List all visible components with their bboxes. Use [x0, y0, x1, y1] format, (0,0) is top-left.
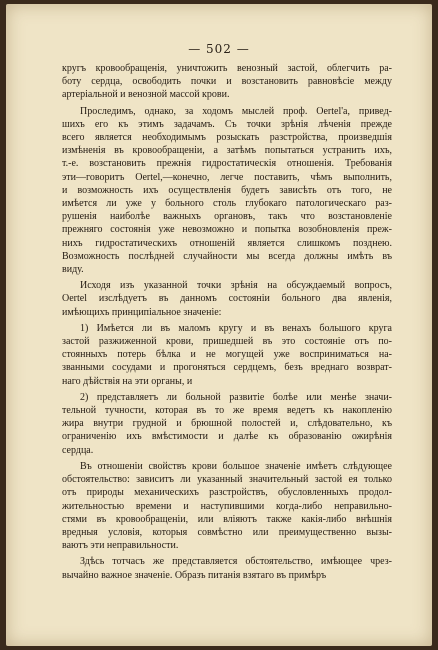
text-line: имѣется ли уже у больного столь глубокаго патологическаго раз-: [62, 198, 392, 210]
text-line: отъ природы механическихъ разстройствъ, обусловленныхъ продол-: [62, 487, 392, 499]
text-line: стоянныхъ потерь бѣлка и не могущей уже восприниматься на-: [62, 349, 392, 361]
text-line: Въ отношеніи свойствъ крови большое значеніе имѣетъ слѣдующее: [80, 460, 392, 472]
text-line: Возможность послѣдней случайности мы всегда должны имѣть въ: [62, 250, 392, 262]
text-line: вредныя условія, которыя совмѣстно или преимущественно вызы-: [62, 526, 392, 538]
text-line: прежняго состоянія уже невозможно и попытка возобновленія преж-: [62, 224, 392, 236]
body-text: [62, 62, 392, 585]
text-line: боту сердца, освободить почки и возстановить равновѣсіе между: [62, 76, 392, 88]
page-number: — 502 —: [188, 42, 250, 56]
text-line: обстоятельство: зависитъ ли указанный значительный застой ея только: [62, 474, 392, 486]
text-line: имѣющихъ принципіальное значеніе:: [62, 306, 222, 318]
text-line: рушенія наиболѣе важныхъ органовъ, такъ что возстановленіе: [62, 211, 392, 223]
text-line: ваютъ эти неправильности.: [62, 540, 179, 552]
text-line: званными сосудами и прогоняться сердцемъ, безъ вреднаго возврат-: [62, 362, 392, 374]
text-line: артеріальной и венозной массой крови.: [62, 89, 230, 101]
text-line: эти—говоритъ Oertel,—конечно, легче поставить, чѣмъ выполнить,: [62, 171, 392, 183]
text-line: вычайно важное значеніе. Образъ питанія взятаго въ примѣръ: [62, 569, 327, 581]
text-line: кругъ кровообращенія, уничтожить венозный застой, облегчить ра-: [62, 63, 392, 74]
text-line: Здѣсь тотчасъ же представляется обстоятельство, имѣющее чрез-: [80, 556, 392, 568]
text-line: сердца.: [62, 444, 94, 456]
paragraph: [62, 391, 392, 457]
text-line: 1) Имѣется ли въ маломъ кругу и въ венахъ большого круга: [80, 322, 392, 334]
book-page: [6, 4, 432, 646]
paragraph: [62, 62, 392, 102]
text-line: виду.: [62, 264, 84, 276]
text-line: т.-е. возстановить прежнія гидростатическія отношенія. Требованія: [62, 158, 392, 170]
text-line: всего является необходимымъ розыскать разстройства, произведшія: [62, 132, 392, 144]
text-line: измѣненія въ кровообращеніи, а затѣмъ попытаться устранить ихъ,: [62, 145, 392, 157]
text-line: тельной тучности, которая въ то же время ведетъ къ накопленію: [62, 405, 392, 417]
text-line: ограниченію ихъ вмѣстимости и далѣе къ образованію ожирѣнія: [62, 431, 392, 443]
text-line: Oertel изслѣдуетъ въ данномъ состояніи больного два явленія,: [62, 293, 392, 305]
paragraph: [62, 555, 392, 581]
text-line: 2) представляетъ ли больной развитіе болѣе или менѣе значи-: [80, 391, 392, 403]
text-line: и возможность ихъ осуществленія будетъ зависѣть отъ того, не: [62, 184, 392, 196]
text-line: нихъ гидростатическихъ отношеній является слишкомъ позднею.: [62, 237, 392, 249]
text-line: Исходя изъ указанной точки зрѣнія на обсуждаемый вопросъ,: [80, 280, 392, 292]
text-line: Проследимъ, однако, за ходомъ мыслей проф. Oertel'а, привед-: [80, 105, 392, 117]
text-line: шихъ его къ этимъ задачамъ. Съ точки зрѣнія лѣченія прежде: [62, 118, 392, 130]
paragraph: [62, 105, 392, 277]
paragraph: [62, 460, 392, 552]
text-line: застой разжиженной крови, пришедшей въ это состояніе отъ по-: [62, 336, 392, 348]
text-line: наго дѣйствія на эти органы, и: [62, 375, 193, 387]
paragraph: [62, 279, 392, 319]
paragraph: [62, 322, 392, 388]
text-line: жира внутри грудной и брюшной полостей и, слѣдовательно, къ: [62, 418, 392, 430]
text-line: жительностью времени и наступившими когда-либо неправильно-: [62, 500, 392, 512]
text-line: стями въ кровообращеніи, или вліяютъ также какія-либо внѣшнія: [62, 513, 392, 525]
